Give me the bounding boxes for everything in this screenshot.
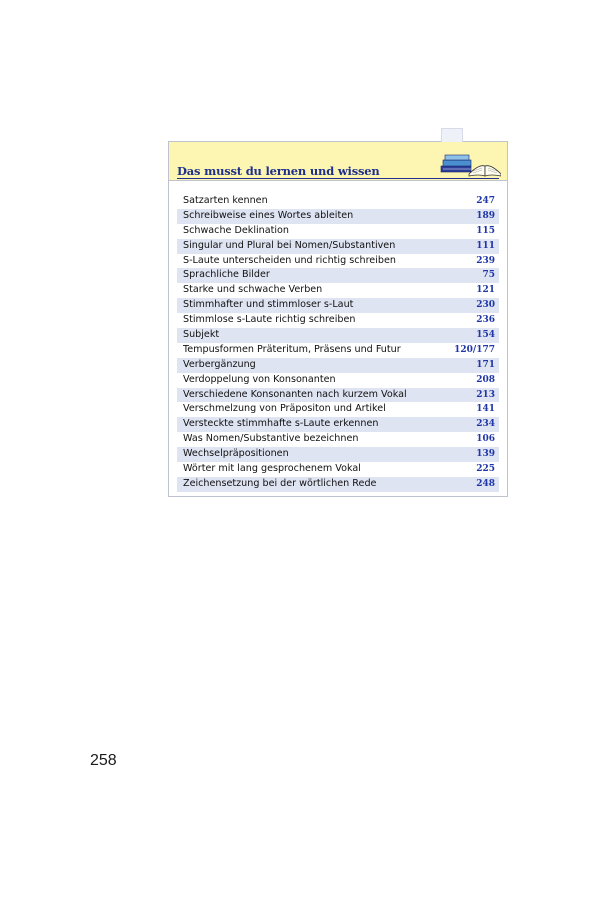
index-row-page[interactable]: 189 (476, 210, 495, 221)
books-icon (439, 148, 501, 178)
index-row-page[interactable]: 171 (476, 359, 495, 370)
index-row-label: Starke und schwache Verben (183, 284, 323, 296)
index-row-page[interactable]: 115 (476, 225, 495, 236)
index-row-label: Sprachliche Bilder (183, 269, 270, 281)
index-row (177, 432, 499, 447)
index-row-page[interactable]: 208 (476, 374, 495, 385)
index-row (177, 224, 499, 239)
index-row-page[interactable]: 230 (476, 300, 495, 311)
index-row-page[interactable]: 75 (482, 270, 495, 281)
index-row-label: Satzarten kennen (183, 195, 268, 206)
index-row (177, 328, 499, 343)
index-row-page[interactable]: 120/177 (454, 344, 495, 355)
index-row-page[interactable]: 234 (476, 419, 495, 430)
index-row (177, 343, 499, 358)
index-row-label: Singular und Plural bei Nomen/Substantiven (183, 239, 396, 251)
index-row-label: Wörter mit lang gesprochenem Vokal (183, 463, 361, 475)
index-box (168, 141, 508, 497)
index-row-label: Wechselpräpositionen (183, 448, 289, 460)
index-row-page[interactable]: 225 (476, 464, 495, 475)
box-title: Das musst du lernen und wissen (177, 164, 380, 178)
index-row-label: S-Laute unterscheiden und richtig schreiben (183, 254, 396, 266)
index-row-label: Verbergänzung (183, 358, 256, 370)
index-row-page[interactable]: 141 (476, 404, 495, 415)
index-row-page[interactable]: 111 (476, 240, 495, 251)
index-row-page[interactable]: 121 (476, 285, 495, 296)
box-header (169, 142, 507, 181)
index-row (177, 194, 499, 209)
index-row (177, 373, 499, 388)
title-rule (177, 178, 499, 179)
index-row (177, 462, 499, 477)
index-row (177, 239, 499, 254)
index-row-page[interactable]: 236 (476, 315, 495, 326)
index-row (177, 268, 499, 283)
index-row-label: Stimmlose s-Laute richtig schreiben (183, 314, 356, 326)
index-row-label: Verschiedene Konsonanten nach kurzem Vokal (183, 388, 407, 400)
index-row-page[interactable]: 239 (476, 255, 495, 266)
index-row-label: Zeichensetzung bei der wörtlichen Rede (183, 477, 377, 489)
index-row (177, 388, 499, 403)
index-row-label: Versteckte stimmhafte s-Laute erkennen (183, 418, 379, 430)
index-row-label: Stimmhafter und stimmloser s-Laut (183, 299, 354, 311)
index-row (177, 283, 499, 298)
index-row-page[interactable]: 248 (476, 478, 495, 489)
index-row (177, 313, 499, 328)
index-row (177, 254, 499, 269)
tab-marker (441, 128, 463, 142)
index-row (177, 298, 499, 313)
index-row (177, 402, 499, 417)
index-row-page[interactable]: 106 (476, 434, 495, 445)
page-number: 258 (90, 752, 117, 769)
index-row-page[interactable]: 139 (476, 449, 495, 460)
index-row (177, 477, 499, 492)
index-row (177, 447, 499, 462)
index-row-label: Tempusformen Präteritum, Präsens und Futur (183, 343, 401, 355)
index-row-label: Schwache Deklination (183, 224, 289, 236)
index-row (177, 358, 499, 373)
index-row-label: Subjekt (183, 329, 220, 341)
index-list (177, 194, 499, 492)
index-row-label: Was Nomen/Substantive bezeichnen (183, 433, 359, 445)
index-row-page[interactable]: 213 (476, 389, 495, 400)
index-row-label: Verschmelzung von Präpositon und Artikel (183, 403, 386, 415)
index-row (177, 417, 499, 432)
index-row-label: Schreibweise eines Wortes ableiten (183, 209, 354, 221)
index-row-page[interactable]: 247 (476, 196, 495, 206)
index-row-label: Verdoppelung von Konsonanten (183, 373, 336, 385)
index-row-page[interactable]: 154 (476, 330, 495, 341)
index-row (177, 209, 499, 224)
